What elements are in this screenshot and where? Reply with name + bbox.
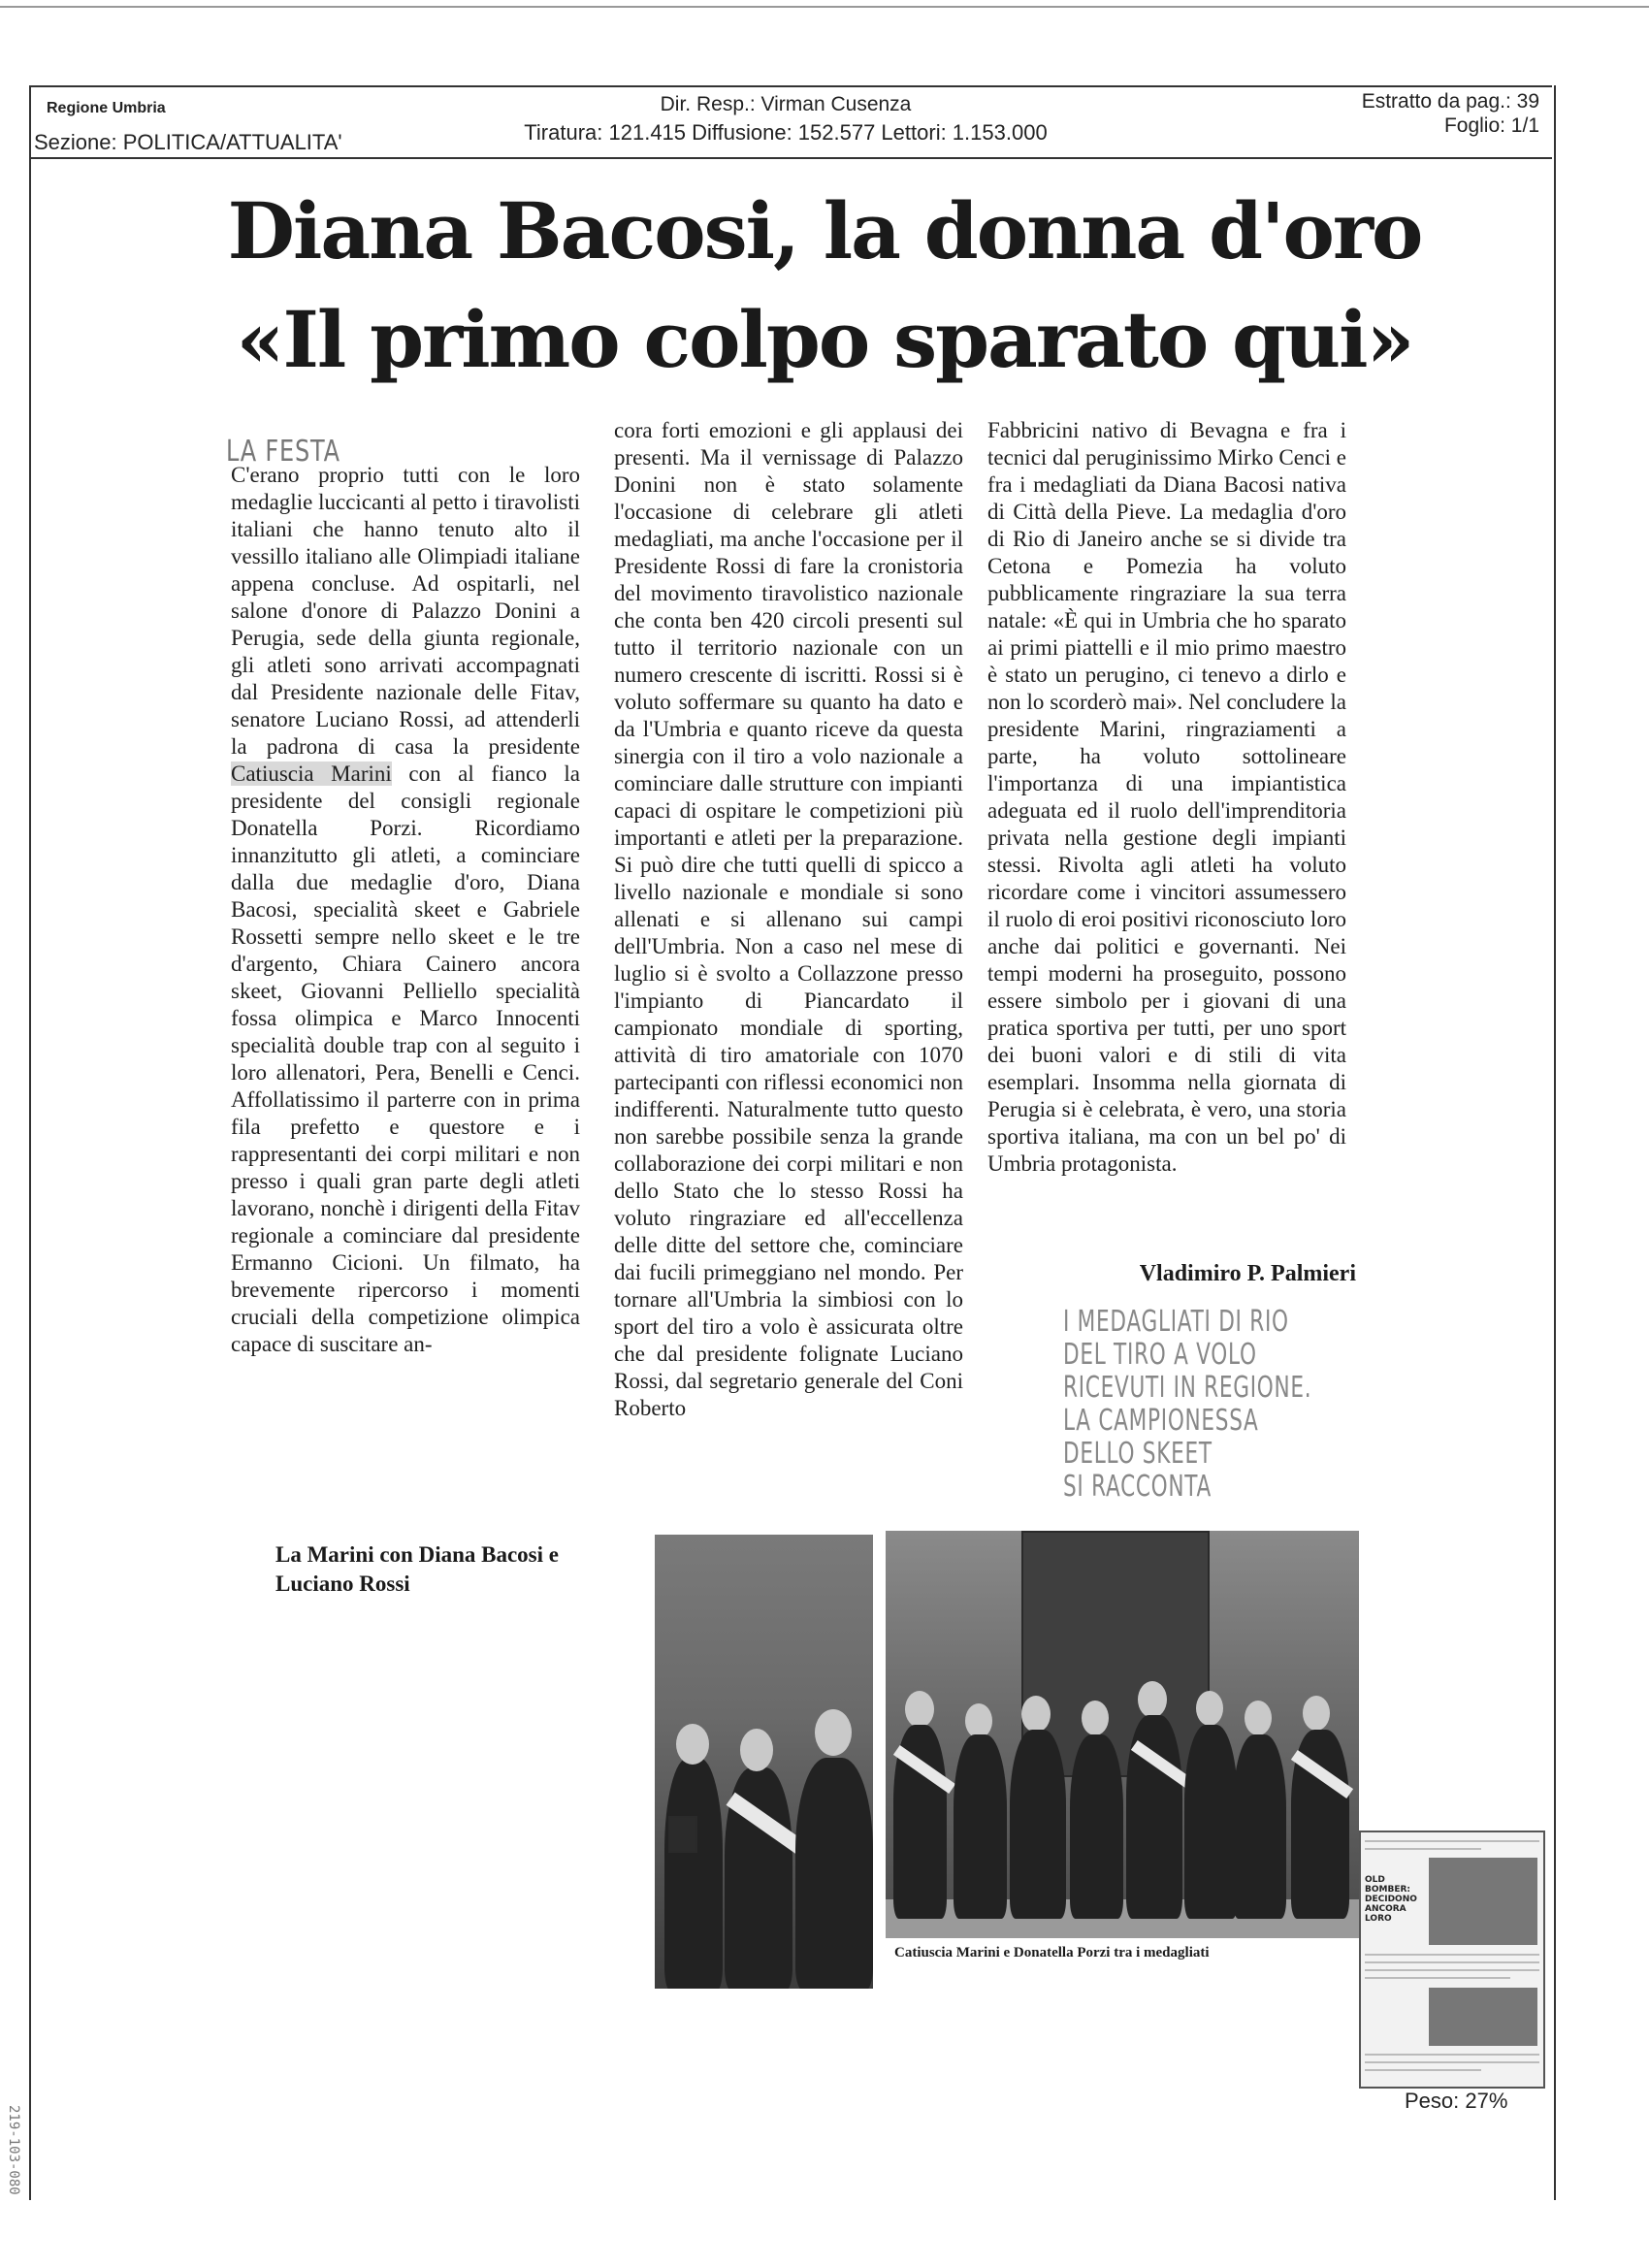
side-title-line: I MEDAGLIATI DI RIO xyxy=(1063,1305,1289,1339)
thumb-line xyxy=(1365,1969,1539,1971)
person-figure xyxy=(954,1734,1007,1919)
page-thumbnail xyxy=(1359,1831,1545,2089)
person-figure xyxy=(1233,1734,1286,1919)
weight-label: Peso: 27% xyxy=(1405,2089,1508,2113)
person-face xyxy=(815,1709,852,1756)
region-label: Regione Umbria xyxy=(47,100,166,116)
person-face xyxy=(1138,1681,1167,1718)
person-face xyxy=(1021,1696,1051,1733)
scan-top-edge xyxy=(0,6,1649,8)
caption-line: La Marini con Diana Bacosi e xyxy=(275,1542,559,1567)
thumb-line xyxy=(1365,1840,1539,1842)
person-face xyxy=(1196,1691,1223,1726)
sheet-label: Foglio: 1/1 xyxy=(1443,114,1539,137)
headline-line-2: «Il primo colpo sparato qui» xyxy=(236,294,1413,385)
thumb-line xyxy=(1365,1954,1539,1956)
article-column-2: cora forti emozioni e gli applausi dei presenti. Ma il vernissage di Palazzo Donini non è stato solamente l'occasione di celebrare gli atleti medagliati, ma anche l'occasione per il Presidente Rossi di fare la cronistoria del movimento tiravolistico nazionale che conta ben 420 circoli presenti sul tutto il territorio nazionale con un numero crescente di iscritti. Rossi si è voluto soffermare su quanto ha dato e da l'Umbria e quanto riceve da questa sinergia con il tiro a volo nazionale a cominciare dalle strutture con impianti capaci di ospitare le competizioni più importanti e atleti per la preparazione. Si può dire che tutti quelli di spicco a livello nazionale e mondiale si sono allenati e si allenano sui campi dell'Umbria. Non a caso nel mese di luglio si è svolto a Collazzone presso l'impianto di Piancardato il campionato mondiale di sporting, attività di tiro amatoriale con 1070 partecipanti con riflessi economici non indifferenti. Naturalmente tutto questo non sarebbe possibile senza la grande collaborazione dei corpi militari e non dello Stato che lo stesso Rossi ha voluto ringraziare ed all'eccellenza delle ditte del settore che, cominciare dai fucili primeggiano nel mondo. Per tornare all'Umbria la simbiosi con lo sport del tiro a volo è assicurata oltre che dal presidente folignate Luciano Rossi, dal segretario generale del Coni Roberto xyxy=(614,418,963,1420)
col1-text-before: C'erano proprio tutti con le loro medaglie luccicanti al petto i tiravolisti italiani che hanno tenuto alto il vessillo italiano alle Olimpiadi italiane appena concluse. Ad ospitarli, nel salone d'onore di Palazzo Donini a Perugia, sede della giunta regionale, gli atleti sono arrivati accompagnati dal Presidente nazionale delle Fitav, senatore Luciano Rossi, ad attenderli la padrona di casa la presidente xyxy=(231,463,580,759)
side-title-line: LA CAMPIONESSA xyxy=(1063,1404,1259,1438)
person-face xyxy=(1303,1696,1330,1731)
thumb-photo xyxy=(1429,1858,1537,1945)
thumb-photo xyxy=(1429,1988,1537,2046)
person-figure xyxy=(1184,1725,1238,1919)
section-label: Sezione: POLITICA/ATTUALITA' xyxy=(34,130,342,154)
person-face xyxy=(905,1691,934,1728)
circulation-label: Tiratura: 121.415 Diffusione: 152.577 Lettori: 1.153.000 xyxy=(524,120,1048,145)
col1-text-after: con al fianco la presidente del consigli regionale Donatella Porzi. Ricordiamo innanzitutto gli atleti, a cominciare dalla due medaglie d'oro, Diana Bacosi, specialità skeet e Gabriele Rossetti sempre nello skeet e le tre d'argento, Chiara Cainero ancora skeet, Giovanni Pelliello specialità fossa olimpica e Marco Innocenti specialità double trap con al seguito i loro allenatori, Pera, Benelli e Cenci. Affollatissimo il parterre con in prima fila prefetto e questore e i rappresentanti dei corpi militari e non presso i quali gran parte degli atleti lavorano, nonchè i dirigenti della Fitav regionale a cominciare dal presidente Ermanno Cicioni. Un filmato, ha brevemente ripercorso i momenti cruciali della competizione olimpica capace di suscitare an- xyxy=(231,761,581,1356)
header-rule-top xyxy=(29,85,1552,87)
thumbnail-title: OLD BOMBER: DECIDONO ANCORA LORO xyxy=(1365,1875,1417,1924)
person-face xyxy=(1245,1701,1272,1735)
person-figure xyxy=(1070,1734,1123,1919)
highlighted-name: Catiuscia Marini xyxy=(231,761,392,786)
extract-page-label: Estratto da pag.: 39 xyxy=(1361,90,1539,113)
person-figure xyxy=(795,1758,873,1989)
thumb-line xyxy=(1365,1977,1510,1979)
photo-caption-1 xyxy=(275,1540,663,1599)
side-title xyxy=(1063,1306,1384,1504)
person-face xyxy=(1082,1701,1109,1735)
plaque xyxy=(668,1816,697,1853)
photo-caption-2: Catiuscia Marini e Donatella Porzi tra i medagliati xyxy=(894,1945,1210,1960)
side-title-line: RICEVUTI IN REGIONE. xyxy=(1063,1371,1312,1405)
margin-code: 219-103-080 xyxy=(6,2105,21,2195)
person-face xyxy=(676,1724,709,1765)
person-figure xyxy=(664,1758,723,1989)
side-title-line: DEL TIRO A VOLO xyxy=(1063,1338,1257,1372)
thumb-line xyxy=(1365,1848,1481,1850)
side-title-line: DELLO SKEET xyxy=(1063,1437,1212,1471)
thumb-line xyxy=(1365,2054,1539,2056)
headline-line-1: Diana Bacosi, la donna d'oro xyxy=(227,185,1422,276)
photo-medal-winners-group xyxy=(886,1531,1359,1938)
thumb-line xyxy=(1365,2069,1481,2071)
article-column-1 xyxy=(231,462,580,1358)
director-label: Dir. Resp.: Virman Cusenza xyxy=(660,93,912,115)
kicker: LA FESTA xyxy=(226,435,340,469)
thumb-line xyxy=(1365,2061,1539,2063)
byline: Vladimiro P. Palmieri xyxy=(1139,1261,1356,1286)
caption-line: Luciano Rossi xyxy=(275,1571,410,1596)
header-rule-bottom xyxy=(29,157,1552,159)
person-face xyxy=(740,1729,773,1771)
person-face xyxy=(965,1703,992,1738)
article-column-3: Fabbricini nativo di Bevagna e fra i tecnici dal peruginissimo Mirko Cenci e fra i medagliati da Diana Bacosi nativa di Città della Pieve. La medaglia d'oro di Rio di Janeiro anche se si divide tra Cetona e Pomezia ha voluto pubblicamente ringraziare la sua terra natale: «È qui in Umbria che ho sparato ai primi piattelli e il mio primo maestro è stato un perugino, ci tenevo a dirlo e non lo scorderò mai». Nel concludere la presidente Marini, ringraziamenti a parte, ha voluto sottolineare l'importanza di una impiantistica adeguata ed il ruolo dell'imprenditoria privata nella gestione degli impianti stessi. Rivolta agli atleti ha voluto ricordare come i vincitori assumessero il ruolo di eroi positivi riconosciuto loro anche dai politici e governanti. Nei tempi moderni ha proseguito, possono essere simbolo per i giovani di una pratica sportiva per tutti, per uno sport dei buoni valori e di stili di vita esemplari. Insomma nella giornata di Perugia si è celebrata, è vero, una storia sportiva italiana, ma con un bel po' di Umbria protagonista. xyxy=(987,418,1346,1176)
side-title-line: SI RACCONTA xyxy=(1063,1470,1212,1504)
person-figure xyxy=(1010,1730,1066,1919)
thumb-line xyxy=(1365,1961,1539,1963)
photo-marini-bacosi-rossi xyxy=(655,1535,873,1989)
